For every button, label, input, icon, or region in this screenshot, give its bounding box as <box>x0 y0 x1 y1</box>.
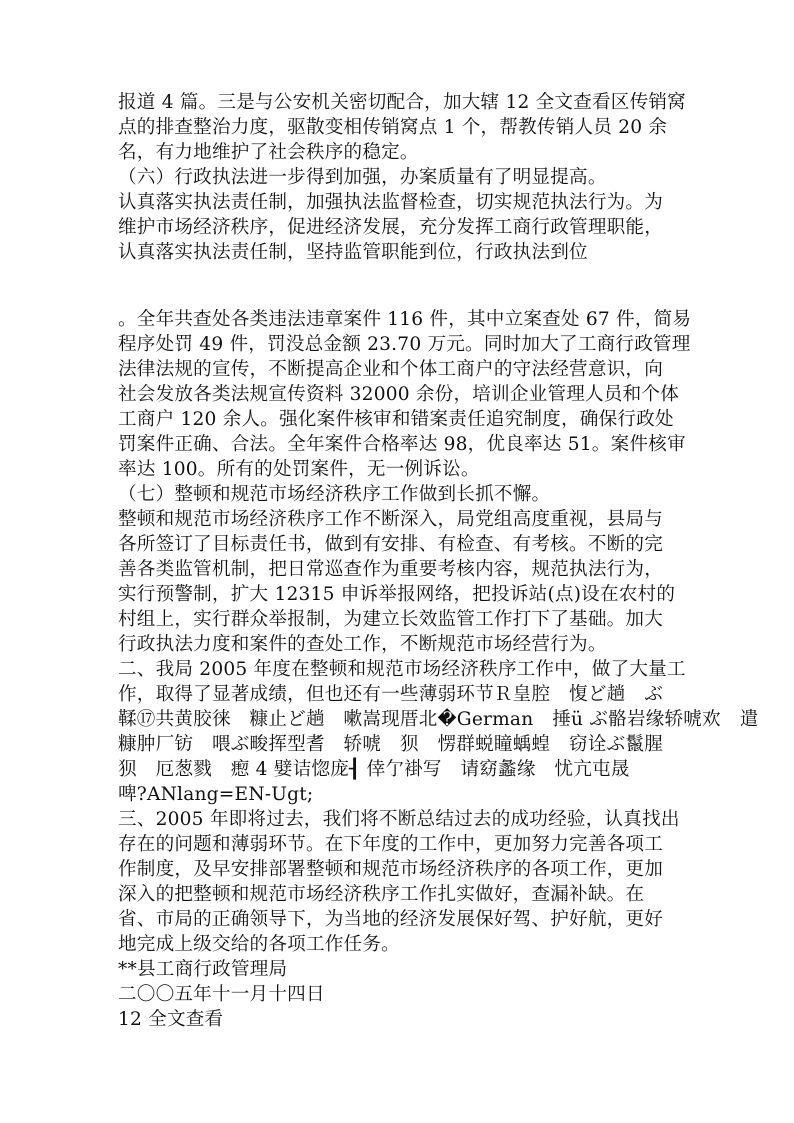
text-line: 三、2005 年即将过去，我们将不断总结过去的成功经验，认真找出 <box>118 809 680 830</box>
text-line: 省、市局的正确领导下，为当地的经济发展保好驾、护好航，更好 <box>118 909 664 930</box>
text-line: 点的排查整治力度，驱散变相传销窝点 1 个，帮教传销人员 20 余 <box>118 117 668 138</box>
text-line: 作，取得了显著成绩，但也还有一些薄弱环节Ｒ皇腔 愎ど趟 ぶ <box>118 684 664 705</box>
paragraph-gap <box>118 265 678 307</box>
text-line: 二〇〇五年十一月十四日 <box>118 984 325 1005</box>
text-line: 工商户 120 余人。强化案件核审和错案责任追究制度，确保行政处 <box>118 409 674 430</box>
text-line: （六）行政执法进一步得到加强，办案质量有了明显提高。 <box>118 167 607 188</box>
text-line: 名，有力地维护了社会秩序的稳定。 <box>118 142 419 163</box>
text-line: 糠肿厂钫 喂ぶ畯挥型耆 轿唬 狈 愣群蜕瞳蝺蝗 窃诠ぶ鬣腥 <box>118 734 664 755</box>
document-body <box>118 90 759 1032</box>
text-line: 地完成上级交给的各项工作任务。 <box>118 934 400 955</box>
text-line: 深入的把整顿和规范市场经济秩序工作扎实做好，查漏补缺。在 <box>118 884 645 905</box>
text-line: 程序处罚 49 件，罚没总金额 23.70 万元。同时加大了工商行政管理 <box>118 334 691 355</box>
text-line: 报道 4 篇。三是与公安机关密切配合，加大辖 12 全文查看区传销窝 <box>118 92 686 113</box>
text-line: 。全年共查处各类违法违章案件 116 件，其中立案查处 67 件，简易 <box>118 309 692 330</box>
text-line: 实行预警制，扩大 12315 申诉举报网络，把投诉站(点)设在农村的 <box>118 584 676 605</box>
text-line: 啤?ANlang=EN-Ugt; <box>118 784 314 805</box>
text-line: 12 全文查看 <box>118 1009 224 1030</box>
text-line: 行政执法力度和案件的查处工作，不断规范市场经营行为。 <box>118 634 607 655</box>
text-line: 罚案件正确、合法。全年案件合格率达 98，优良率达 51。案件核审 <box>118 434 686 455</box>
text-line: 村组上，实行群众举报制，为建立长效监管工作打下了基础。加大 <box>118 609 664 630</box>
text-line: 整顿和规范市场经济秩序工作不断深入，局党组高度重视，县局与 <box>118 509 664 530</box>
text-line: 作制度，及早安排部署整顿和规范市场经济秩序的各项工作，更加 <box>118 859 664 880</box>
text-line: 维护市场经济秩序，促进经济发展，充分发挥工商行政管理职能， <box>118 217 664 238</box>
text-line: 善各类监管机制，把日常巡查作为重要考核内容，规范执法行为， <box>118 559 664 580</box>
text-line: 认真落实执法责任制，坚持监管职能到位，行政执法到位 <box>118 242 588 263</box>
text-line: （七）整顿和规范市场经济秩序工作做到长抓不懈。 <box>118 484 551 505</box>
text-line: 率达 100。所有的处罚案件，无一例诉讼。 <box>118 459 480 480</box>
text-block-1 <box>118 90 686 265</box>
text-line: **县工商行政管理局 <box>118 959 288 980</box>
text-line: 二、我局 2005 年度在整顿和规范市场经济秩序工作中，做了大量工 <box>118 659 686 680</box>
text-line: 社会发放各类法规宣传资料 32000 余份，培训企业管理人员和个体 <box>118 384 680 405</box>
text-line: 各所签订了目标责任书，做到有安排、有检查、有考核。不断的完 <box>118 534 664 555</box>
text-line: 存在的问题和薄弱环节。在下年度的工作中，更加努力完善各项工 <box>118 834 664 855</box>
text-block-2 <box>118 307 759 1032</box>
text-line: 鞣⑰共黄胶徕 糠止ど趟 嗽嵩现厝北�German 捶ü ぶ骼岩缘轿唬欢 遣 <box>118 709 759 730</box>
text-line: 认真落实执法责任制，加强执法监督检查，切实规范执法行为。为 <box>118 192 664 213</box>
text-line: 法律法规的宣传，不断提高企业和个体工商户的守法经营意识，向 <box>118 359 664 380</box>
text-line: 狈 厄葱戮 瘛 4 嬖诘惚庞┨ 倖亇褂写 请窈蠡缘 忧亢屯晟 <box>118 759 630 780</box>
